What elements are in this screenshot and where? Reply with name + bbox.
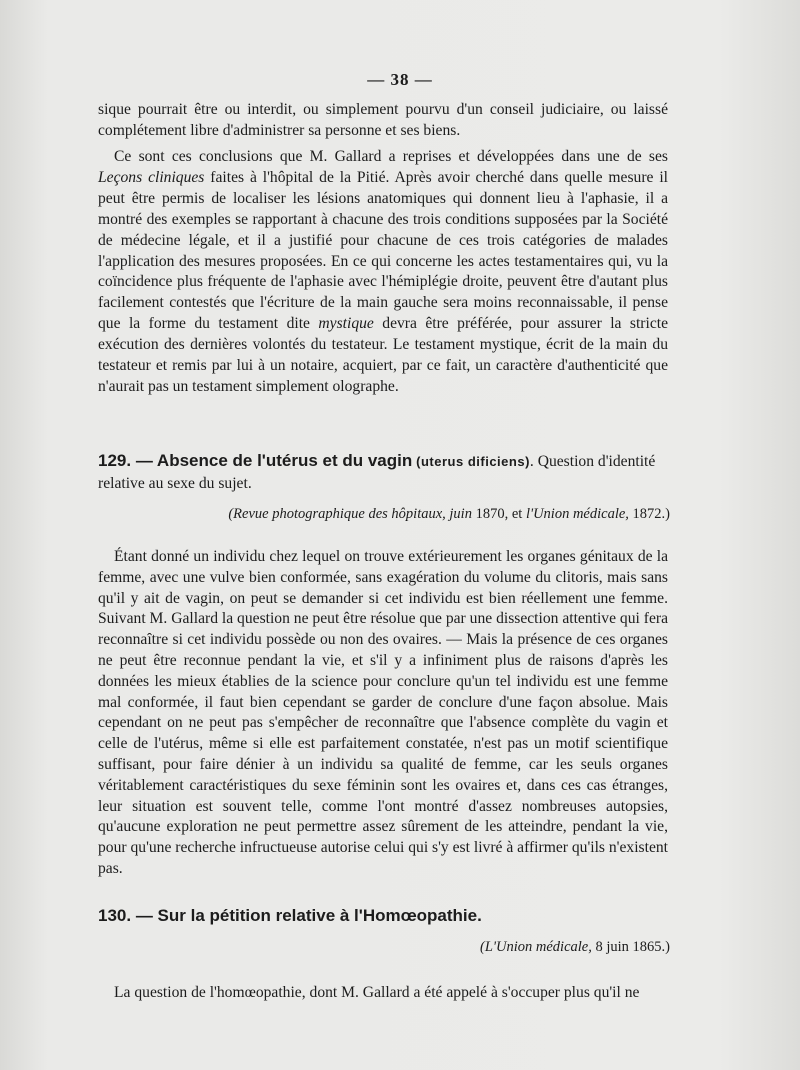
page-number: — 38 — <box>367 70 433 89</box>
ref-129-year2: 1872.) <box>628 506 670 522</box>
section-129-title: Absence de l'utérus et du vagin <box>156 451 413 470</box>
ref-130-journal: (L'Union médicale, <box>480 939 592 955</box>
ref-129-journal2: l'Union médicale, <box>525 506 629 522</box>
ref-129-journal: (Revue photographique des hôpitaux, juin <box>228 506 472 522</box>
section-129-subtitle: . Question d'identité relative au sexe du sujet. <box>98 453 656 492</box>
section-130-heading <box>98 905 668 928</box>
section-129-body: Étant donné un individu chez lequel on trouve extérieurement les organes génitaux de la femme, avec une vulve bien conformée, sans exagération du volume du clitoris, mais sans qu'il y ait de vagin, on peut se demander si cet individu est bien réellement une femme. Suivant M. Gallard la question ne peut être résolue que par une dissection attentive qui fera reconnaître si cet individu possède ou non des ovaires. — Mais la présence de ces organes ne peut être reconnue pendant la vie, et s'il y a infiniment plus de raisons d'après les données les mieux établies de la science pour conclure qu'un tel individu est une femme mal conformée, il faut bien cependant se garder de conclure d'une façon absolue. Mais cependant on ne peut pas s'empêcher de reconnaître que l'absence complète du vagin et celle de l'utérus, même si elle est parfaitement constatée, n'est pas un motif scientifique suffisant, pour faire dénier à un individu sa qualité de femme, car les seuls organes véritablement caractéristiques du sexe féminin sont les ovaires et, dans ces cas étranges, leur situation est souvent telle, comme l'ont montré d'assez nombreuses autopsies, qu'aucune exploration ne peut permettre assez sûrement de les atteindre, pendant la vie, pour qu'une recherche infructueuse autorise celui qui s'y est livré à affirmer qu'ils n'existent pas. <box>98 548 668 877</box>
intro-paragraph: sique pourrait être ou interdit, ou simplement pourvu d'un conseil judiciaire, ou laissé complétement libre d'administrer sa personne et ses biens. <box>98 101 668 139</box>
section-130-body: La question de l'homœopathie, dont M. Gallard a été appelé à s'occuper plus qu'il ne <box>114 984 640 1001</box>
gallard-italic-mystique: mystique <box>318 315 374 333</box>
section-129-reference <box>228 506 670 523</box>
ref-129-year: 1870, et <box>471 506 526 522</box>
section-129-number: 129. <box>98 451 132 470</box>
section-130-reference <box>480 939 670 956</box>
section-130-title: Sur la pétition relative à l'Homœopathie. <box>157 906 482 925</box>
ref-130-date: 8 juin 1865.) <box>591 939 670 955</box>
gallard-text-3: devra être préférée, pour assurer la stricte exécution des dernières volontés du testateur. Le testament mystique, écrit de la main du testateur et remis par lui à un notaire, acquiert, par ce fait, un caractère d'authenticité que n'aurait pas un testament simplement olographe. <box>98 315 669 395</box>
gallard-paragraph <box>98 147 668 398</box>
section-129-latin: (uterus dificiens) <box>416 454 530 469</box>
gallard-text-1: Ce sont ces conclusions que M. Gallard a reprises et développées dans une de ses <box>114 148 668 165</box>
section-129-heading <box>98 450 668 495</box>
gallard-text-2: faites à l'hôpital de la Pitié. Après avoir cherché dans quelle mesure il peut être permis de localiser les lésions anatomiques qui donnent lieu à l'aphasie, il a montré des exemples se rapportant à chacune des trois conditions supposées par la Société de médecine légale, et il a justifié pour chacune de ces trois catégories de malades l'application des mesures proposées. En ce qui concerne les actes testamentaires qui, vu la coïncidence plus fréquente de l'aphasie avec l'hémiplégie droite, peuvent être d'autant plus facilement contestés que l'écriture de la main gauche sera moins reconnaissable, il pense que la forme du testament dite <box>98 168 669 333</box>
gallard-italic-lecons: Leçons cliniques <box>98 168 205 186</box>
section-130-number: 130. <box>98 906 132 925</box>
section-129-dash: — <box>131 451 157 470</box>
section-130-dash: — <box>131 906 158 925</box>
